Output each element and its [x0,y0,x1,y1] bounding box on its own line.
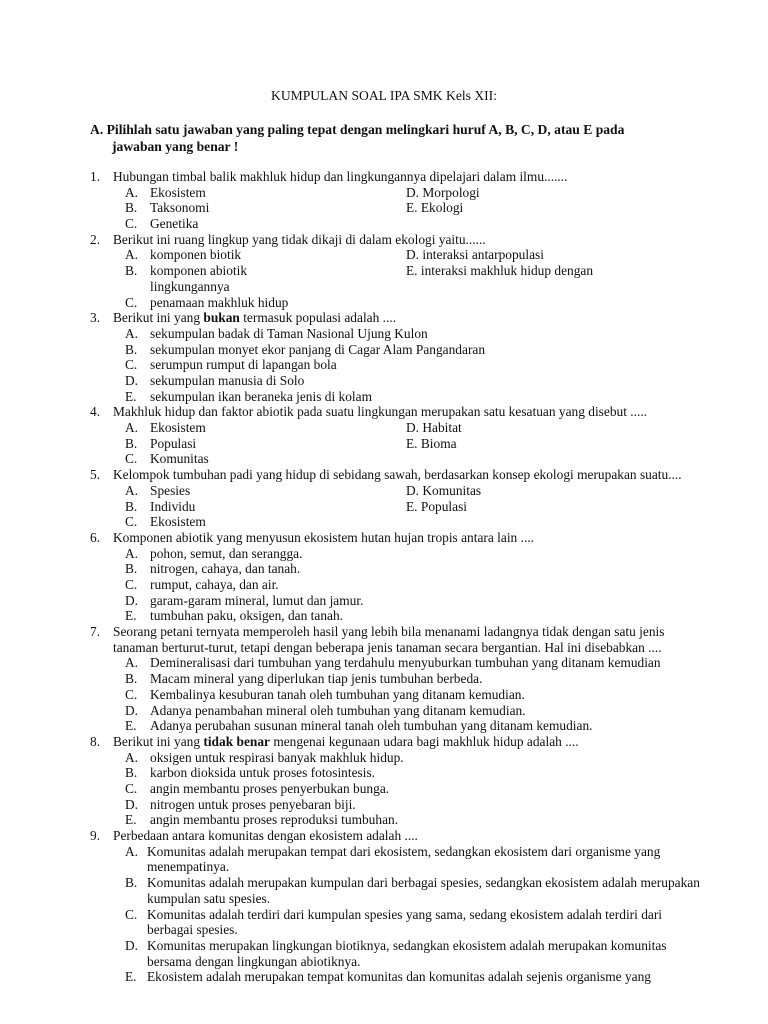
option-letter: A. [125,420,139,436]
option-text: Komunitas [150,451,209,467]
answer-option [0,703,768,719]
option-text: angin membantu proses penyerbukan bunga. [150,780,390,796]
question-text: Berikut ini ruang lingkup yang tidak dikaji di dalam ekologi yaitu...... [113,231,486,247]
answer-option [0,295,768,311]
option-text: karbon dioksida untuk proses fotosintesis. [150,765,376,781]
option-text: nitrogen, cahaya, dan tanah. [150,561,301,577]
option-text: Komunitas adalah terdiri dari kumpulan spesies yang sama, sedang ekosistem adalah terdiri dari berbagai spesies. [147,906,663,938]
option-text: komponen abiotik [150,263,248,279]
option-text: Ekosistem [150,420,206,436]
option-letter: E. [125,718,137,734]
question-text: Seorang petani ternyata memperoleh hasil yang lebih bila menanami ladangnya tidak dengan satu jenis tanaman berturut-turut, tetapi dengan beberapa jenis tanaman secara bergantian. Hal ini disebabkan .... [113,624,665,655]
question-stem [0,530,768,546]
question-number: 4. [90,404,101,420]
option-letter: A. [125,545,139,561]
option-letter: B. [125,498,138,514]
answer-option [0,812,768,828]
answer-option [0,499,768,515]
option-text: Kembalinya kesuburan tanah oleh tumbuhan yang ditanam kemudian. [150,686,525,702]
option-letter: E. [125,812,137,828]
option-text: angin membantu proses reproduksi tumbuhan. [150,812,399,828]
option-text: Genetika [150,216,199,232]
answer-options [0,546,768,624]
question-text: Komponen abiotik yang menyusun ekosistem hutan hujan tropis antara lain .... [113,529,534,545]
option-text: serumpun rumput di lapangan bola [150,357,337,373]
option-letter: A. [125,482,139,498]
answer-option [0,655,768,671]
answer-option [0,279,768,295]
option-letter: B. [125,765,138,781]
question-emphasis: tidak benar [203,733,270,749]
answer-options [0,750,768,828]
option-letter: B. [125,671,138,687]
question-number: 5. [90,467,101,483]
question-stem [0,404,768,420]
option-text: rumput, cahaya, dan air. [150,576,279,592]
answer-option [0,451,768,467]
option-text: sekumpulan badak di Taman Nasional Ujung Kulon [150,325,428,341]
option-letter: A. [125,843,139,859]
question-stem [0,828,768,844]
option-text: Komunitas adalah merupakan tempat dari ekosistem, sedangkan ekosistem dari organisme yang menempatinya. [147,843,661,875]
option-letter: B. [125,875,138,891]
question-text: mengenai kegunaan udara bagi makhluk hidup adalah .... [269,733,579,749]
option-letter: D. [125,592,139,608]
question-number: 6. [90,529,101,545]
option-text: Individu [150,498,196,514]
question-item [0,404,768,467]
answer-option [0,483,768,499]
option-letter: B. [125,435,138,451]
option-right-column: D. interaksi antarpopulasi [406,247,544,263]
option-letter: E. [125,969,137,985]
question-item [0,169,768,232]
option-letter: D. [125,702,139,718]
answer-option [0,420,768,436]
answer-option [0,765,768,781]
option-text: oksigen untuk respirasi banyak makhluk hidup. [150,749,404,765]
option-text: Adanya perubahan susunan mineral tanah oleh tumbuhan yang ditanam kemudian. [150,718,593,734]
option-right-column: E. Ekologi [406,200,464,216]
answer-option [0,546,768,562]
option-text: nitrogen untuk proses penyebaran biji. [150,796,356,812]
option-letter: C. [125,216,138,232]
answer-option [0,781,768,797]
answer-option [0,247,768,263]
answer-option [0,561,768,577]
answer-option [0,687,768,703]
option-text: Ekosistem adalah merupakan tempat komunitas dan komunitas adalah sejenis organisme yang [147,969,652,985]
answer-option [0,907,768,938]
answer-options [0,420,768,467]
option-letter: C. [125,451,138,467]
question-number: 7. [90,624,101,640]
option-letter: C. [125,294,138,310]
option-letter: A. [125,749,139,765]
question-item [0,530,768,624]
answer-option [0,373,768,389]
question-text: Hubungan timbal balik makhluk hidup dan lingkungannya dipelajari dalam ilmu....... [113,169,568,184]
answer-option [0,844,768,875]
option-text: Ekosistem [150,184,206,200]
option-letter: B. [125,200,138,216]
question-text: Kelompok tumbuhan padi yang hidup di sebidang sawah, berdasarkan konsep ekologi merupakan suatu.... [113,467,682,483]
question-text: Perbedaan antara komunitas dengan ekosistem adalah .... [113,828,418,844]
option-text: Taksonomi [150,200,210,216]
option-text: tumbuhan paku, oksigen, dan tanah. [150,608,344,624]
option-letter: C. [125,686,138,702]
answer-option [0,326,768,342]
answer-options [0,655,768,733]
option-letter: E. [125,608,137,624]
option-text: Komunitas adalah merupakan kumpulan dari berbagai spesies, sedangkan ekosistem adalah merupakan kumpulan satu spesies. [147,875,700,906]
answer-option [0,185,768,201]
option-text: Demineralisasi dari tumbuhan yang terdahulu menyuburkan tumbuhan yang ditanam kemudian [150,655,661,671]
instruction-line-1: A. Pilihlah satu jawaban yang paling tepat dengan melingkari huruf A, B, C, D, atau E pada [90,122,625,137]
question-item [0,624,768,734]
question-number: 9. [90,828,101,844]
option-right-column: D. Habitat [406,420,462,436]
option-text: garam-garam mineral, lumut dan jamur. [150,592,364,608]
option-letter: D. [125,372,139,388]
page-title: KUMPULAN SOAL IPA SMK Kels XII: [271,88,497,103]
answer-option [0,577,768,593]
question-stem [0,232,768,248]
section-instruction [90,121,710,155]
answer-option [0,389,768,405]
answer-option [0,514,768,530]
option-letter: C. [125,357,138,373]
answer-option [0,671,768,687]
option-text: penamaan makhluk hidup [150,294,289,310]
question-item [0,310,768,404]
question-number: 8. [90,733,101,749]
question-stem [0,624,768,655]
question-emphasis: bukan [203,310,240,326]
answer-option [0,875,768,906]
answer-option [0,342,768,358]
option-text: sekumpulan monyet ekor panjang di Cagar Alam Pangandaran [150,341,486,357]
answer-option [0,938,768,969]
option-letter: A. [125,184,139,200]
option-text: sekumpulan manusia di Solo [150,372,305,388]
answer-option [0,969,768,985]
answer-options [0,185,768,232]
option-text: Macam mineral yang diperlukan tiap jenis tumbuhan berbeda. [150,671,483,687]
option-letter: B. [125,341,138,357]
option-right-column: D. Komunitas [406,482,482,498]
question-text: Berikut ini yang [113,310,204,326]
option-text: pohon, semut, dan serangga. [150,545,303,561]
question-number: 3. [90,310,101,326]
option-letter: C. [125,576,138,592]
question-stem [0,310,768,326]
answer-option [0,718,768,734]
option-letter: B. [125,263,138,279]
question-item [0,467,768,530]
answer-option [0,436,768,452]
answer-options [0,247,768,310]
answer-option [0,263,768,279]
answer-option [0,797,768,813]
option-text: Adanya penambahan mineral oleh tumbuhan yang ditanam kemudian. [150,702,526,718]
option-text: komponen biotik [150,247,242,263]
answer-option [0,357,768,373]
question-item [0,828,768,985]
instruction-line-2: jawaban yang benar ! [112,139,239,154]
question-stem [0,467,768,483]
question-item [0,232,768,310]
answer-option [0,216,768,232]
option-right-column: E. interaksi makhluk hidup dengan [406,263,594,279]
option-letter: D. [125,937,139,953]
question-text: Berikut ini yang [113,733,204,749]
answer-option [0,593,768,609]
option-letter: C. [125,780,138,796]
answer-option [0,608,768,624]
answer-options [0,844,768,985]
option-letter: C. [125,906,138,922]
question-stem [0,734,768,750]
option-text: Ekosistem [150,514,206,530]
option-letter: C. [125,514,138,530]
option-right-column: E. Bioma [406,435,457,451]
option-text: lingkungannya [150,278,230,294]
option-letter: E. [125,388,137,404]
option-text: sekumpulan ikan beraneka jenis di kolam [150,388,372,404]
option-letter: A. [125,325,139,341]
option-letter: A. [125,655,139,671]
option-letter: D. [125,796,139,812]
option-right-column: D. Morpologi [406,184,480,200]
question-stem [0,169,768,185]
question-number: 2. [90,231,101,247]
question-list [0,169,768,985]
option-text: Komunitas merupakan lingkungan biotiknya, sedangkan ekosistem adalah merupakan komunitas bersama dengan lingkungan abiotiknya. [147,937,667,969]
answer-option [0,750,768,766]
answer-options [0,483,768,530]
option-text: Spesies [150,482,191,498]
question-item [0,734,768,828]
question-text: Makhluk hidup dan faktor abiotik pada suatu lingkungan merupakan satu kesatuan yang disebut ..... [113,404,648,420]
option-right-column: E. Populasi [406,498,468,514]
option-letter: A. [125,247,139,263]
question-text: termasuk populasi adalah .... [239,310,397,326]
option-text: Populasi [150,435,197,451]
question-number: 1. [90,169,101,184]
option-letter: B. [125,561,138,577]
answer-options [0,326,768,404]
answer-option [0,200,768,216]
